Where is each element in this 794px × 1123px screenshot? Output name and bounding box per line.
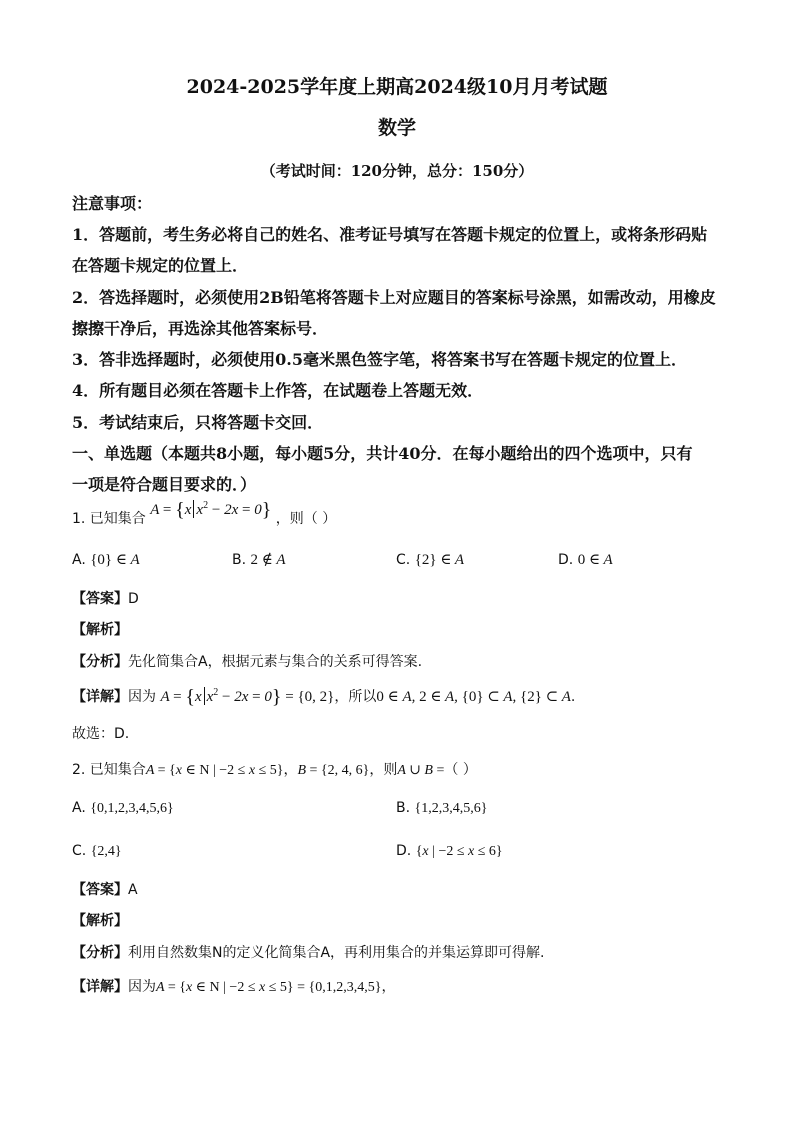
question-2-stem: 2. 已知集合A = {x ∈ N | −2 ≤ x ≤ 5}，B = {2, 4, 6}，则A ∪ B =（ ） <box>72 762 477 778</box>
notice-heading: 注意事项： <box>72 194 153 213</box>
q2-option-c: C. {2,4} <box>72 843 122 859</box>
q1-option-d: D. 0 ∈ A <box>558 552 613 568</box>
q1-answer: 【答案】D <box>72 591 139 607</box>
q1-conclusion: 故选：D. <box>72 726 130 742</box>
q2-detail: 【详解】因为A = {x ∈ N | −2 ≤ x ≤ 5} = {0,1,2,3,4,5}， <box>72 979 396 995</box>
notice-line: 5．考试结束后，只将答题卡交回． <box>72 413 324 432</box>
set-A-definition: A = {x $x^2 - 2x = 0$} <box>150 499 272 521</box>
q1-analysis-tag: 【解析】 <box>72 622 128 638</box>
q1-option-b: B. 2 ∉ A <box>232 552 286 568</box>
question-1-stem: 1. 已知集合 A = {x $x^2 - 2x = 0$} ，则（ ） <box>72 499 337 527</box>
q1-option-c: C. {2} ∈ A <box>396 552 465 568</box>
notice-line: 1．答题前，考生务必将自己的姓名、准考证号填写在答题卡规定的位置上，或将条形码贴 <box>72 225 708 244</box>
q1-option-a: A. {0} ∈ A <box>72 552 140 568</box>
q2-option-a: A. {0,1,2,3,4,5,6} <box>72 800 174 816</box>
notice-line: 3．答非选择题时，必须使用0.5毫米黑色签字笔，将答案书写在答题卡规定的位置上． <box>72 350 687 369</box>
q2-answer: 【答案】A <box>72 882 138 898</box>
notice-line: 4．所有题目必须在答题卡上作答，在试题卷上答题无效． <box>72 381 484 400</box>
subject-title: 数学 <box>377 117 416 139</box>
q1-fenxi: 【分析】先化简集合A，根据元素与集合的关系可得答案. <box>72 654 423 670</box>
notice-line: 擦擦干净后，再选涂其他答案标号． <box>72 319 329 338</box>
exam-title: 2024-2025学年度上期高2024级10月月考试题 <box>186 76 608 98</box>
notice-line: 2．答选择题时，必须使用2B铅笔将答题卡上对应题目的答案标号涂黑，如需改动，用橡皮 <box>72 288 716 307</box>
exam-info: （考试时间：120分钟，总分：150分） <box>260 162 534 180</box>
notice-line: 在答题卡规定的位置上． <box>72 256 249 275</box>
section-heading: 一项是符合题目要求的．） <box>72 475 257 494</box>
q1-detail: 【详解】因为 A = {x $x^2 - 2x = 0\} = \{0$, 2}，所以0 ∈ A, 2 ∈ A, {0} ⊂ A, {2} ⊂ A. <box>72 686 576 708</box>
q2-fenxi: 【分析】利用自然数集N的定义化简集合A，再利用集合的并集运算即可得解. <box>72 945 545 961</box>
q2-analysis-tag: 【解析】 <box>72 913 128 929</box>
q2-option-d: D. {x | −2 ≤ x ≤ 6} <box>396 843 503 859</box>
q2-option-b: B. {1,2,3,4,5,6} <box>396 800 488 816</box>
section-heading: 一、单选题（本题共8小题，每小题5分，共计40分．在每小题给出的四个选项中，只有 <box>72 444 693 463</box>
